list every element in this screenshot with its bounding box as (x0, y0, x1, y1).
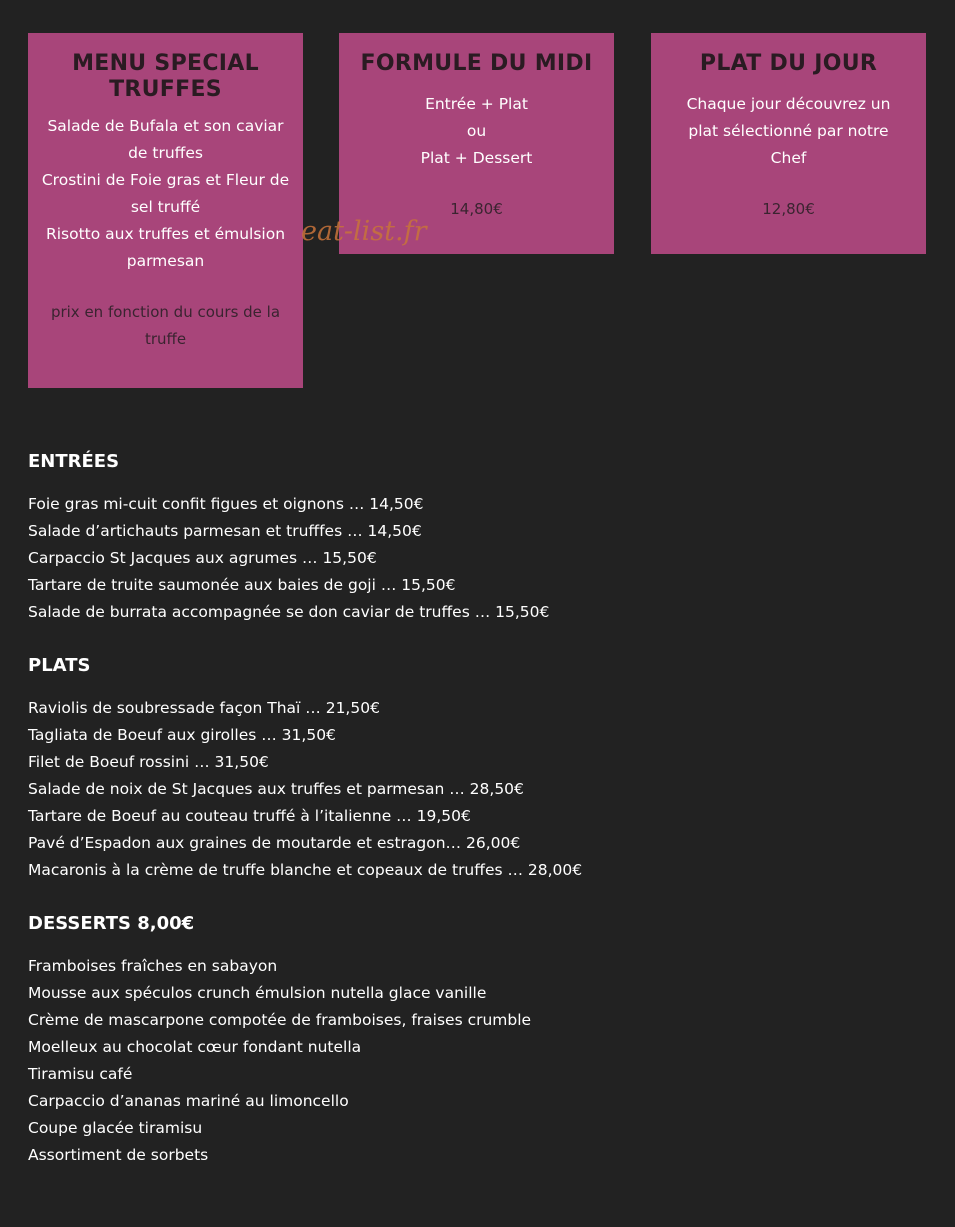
section-items (28, 491, 928, 626)
menu-item: Mousse aux spéculos crunch émulsion nutella glace vanille (28, 984, 487, 1002)
card-menu-special-truffes (28, 33, 303, 388)
card-line: Chaque jour découvrez un plat sélectionné par notre Chef (686, 95, 891, 167)
menu-item: Tiramisu café (28, 1065, 133, 1083)
menu-item: Coupe glacée tiramisu (28, 1119, 203, 1137)
menu-item: Salade de noix de St Jacques aux truffes et parmesan … 28,50€ (28, 780, 524, 798)
card-line: Salade de Bufala et son caviar de truffes (47, 117, 284, 162)
menu-item: Foie gras mi-cuit confit figues et oignons … 14,50€ (28, 495, 424, 513)
section-desserts (28, 910, 928, 1169)
card-plat-du-jour (651, 33, 926, 254)
menu-item: Raviolis de soubressade façon Thaï … 21,50€ (28, 699, 380, 717)
section-items (28, 953, 928, 1169)
watermark: eat-list.fr (301, 216, 427, 247)
menu-item: Tagliata de Boeuf aux girolles … 31,50€ (28, 726, 336, 744)
card-line: Entrée + Plat (425, 95, 528, 113)
card-description (351, 91, 602, 172)
offer-cards (28, 33, 927, 393)
card-price: 14,80€ (450, 200, 503, 218)
menu-item: Salade de burrata accompagnée se don caviar de truffes … 15,50€ (28, 603, 550, 621)
menu-item: Carpaccio St Jacques aux agrumes … 15,50€ (28, 549, 377, 567)
card-line: Risotto aux truffes et émulsion parmesan (45, 225, 286, 270)
menu-item: Assortiment de sorbets (28, 1146, 209, 1164)
menu-item: Tartare de truite saumonée aux baies de goji … 15,50€ (28, 576, 456, 594)
menu-item: Salade d’artichauts parmesan et trufffes … 14,50€ (28, 522, 422, 540)
menu-list (28, 448, 928, 1195)
section-title: ENTRÉES (28, 451, 120, 472)
card-title: FORMULE DU MIDI (360, 51, 593, 76)
menu-item: Framboises fraîches en sabayon (28, 957, 278, 975)
card-line: ou (466, 122, 487, 140)
section-entrees (28, 448, 928, 626)
section-plats (28, 652, 928, 884)
menu-item: Filet de Boeuf rossini … 31,50€ (28, 753, 269, 771)
menu-item: Macaronis à la crème de truffe blanche et copeaux de truffes … 28,00€ (28, 861, 583, 879)
card-description (663, 91, 914, 172)
menu-item: Crème de mascarpone compotée de framboises, fraises crumble (28, 1011, 532, 1029)
card-title: MENU SPECIAL TRUFFES (72, 51, 259, 102)
card-description (40, 113, 291, 275)
card-price: 12,80€ (762, 200, 815, 218)
section-title: PLATS (28, 655, 91, 676)
menu-item: Pavé d’Espadon aux graines de moutarde et estragon… 26,00€ (28, 834, 521, 852)
menu-item: Carpaccio d’ananas mariné au limoncello (28, 1092, 349, 1110)
section-title: DESSERTS 8,00€ (28, 913, 195, 934)
card-price: prix en fonction du cours de la truffe (50, 303, 281, 348)
card-title: PLAT DU JOUR (699, 51, 878, 76)
menu-item: Tartare de Boeuf au couteau truffé à l’italienne … 19,50€ (28, 807, 471, 825)
card-line: Plat + Dessert (420, 149, 533, 167)
menu-item: Moelleux au chocolat cœur fondant nutella (28, 1038, 362, 1056)
card-line: Crostini de Foie gras et Fleur de sel truffé (41, 171, 290, 216)
section-items (28, 695, 928, 884)
